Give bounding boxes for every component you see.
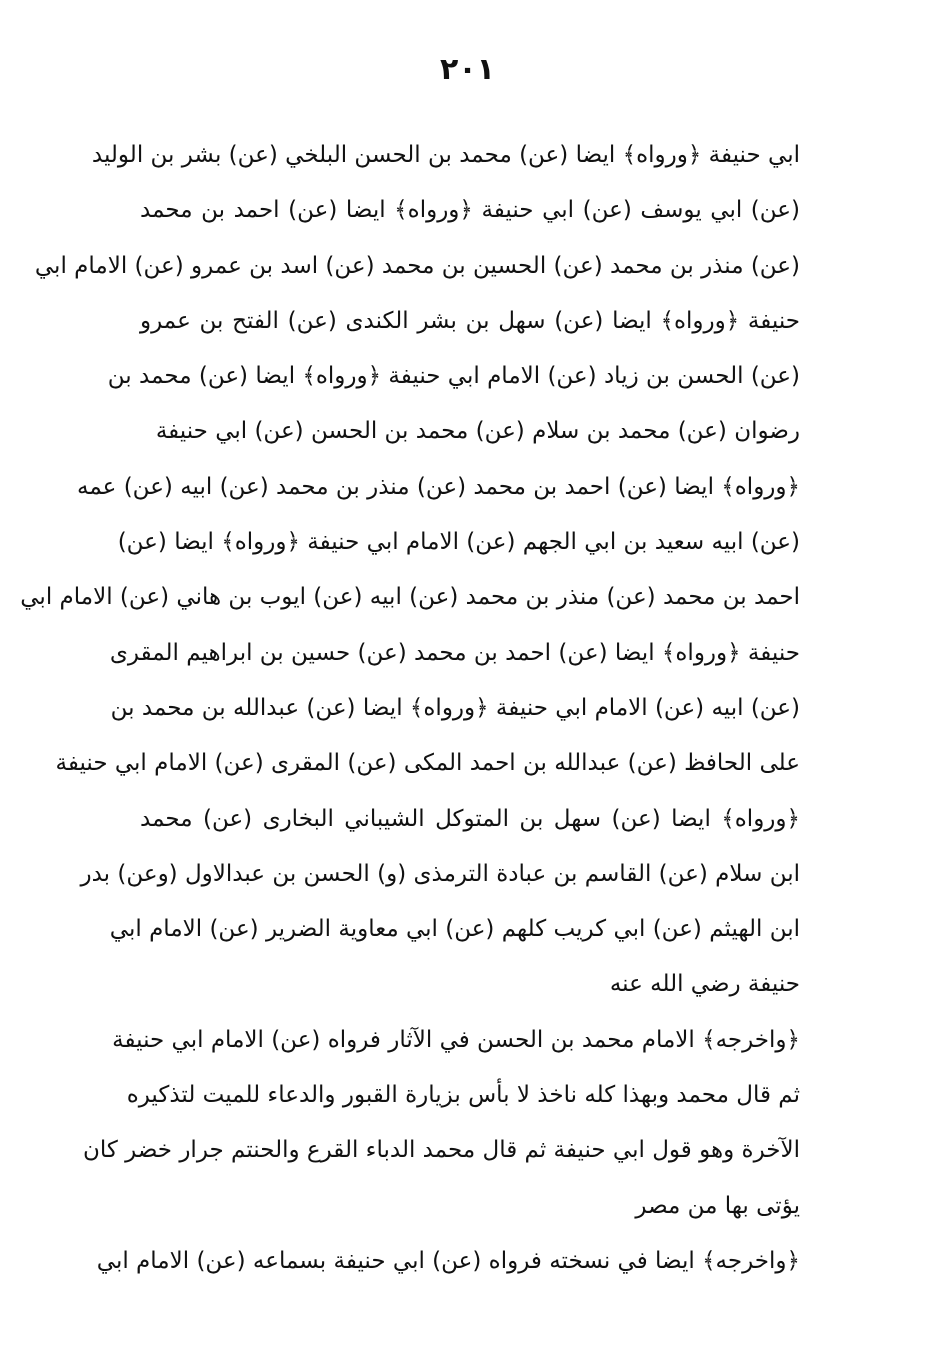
text-line: الآخرة وهو قول ابي حنيفة ثم قال محمد الدباء القرع والحنتم جرار خضر كان [83, 1137, 800, 1164]
text-line: حنيفة رضي الله عنه [609, 971, 800, 998]
text-line: (عن) ابيه سعيد بن ابي الجهم (عن) الامام ابي حنيفة ﴿ورواه﴾ ايضا (عن) [117, 529, 800, 556]
text-line: ثم قال محمد وبهذا كله ناخذ لا بأس بزيارة القبور والدعاء للميت لتذكيره [126, 1082, 800, 1109]
text-line: ابي حنيفة ﴿ورواه﴾ ايضا (عن) محمد بن الحسن البلخي (عن) بشر بن الوليد [91, 142, 800, 168]
text-line: (عن) ابي يوسف (عن) ابي حنيفة ﴿ورواه﴾ ايضا (عن) احمد بن محمد [140, 197, 800, 224]
text-line: رضوان (عن) محمد بن سلام (عن) محمد بن الحسن (عن) ابي حنيفة [155, 418, 800, 445]
text-line: ﴿ورواه﴾ ايضا (عن) سهل بن المتوكل الشيباني البخارى (عن) محمد [140, 805, 800, 832]
text-line: حنيفة ﴿ورواه﴾ ايضا (عن) احمد بن محمد (عن) حسين بن ابراهيم المقرى [109, 639, 800, 666]
text-line: ابن سلام (عن) القاسم بن عبادة الترمذى (و) الحسن بن عبدالاول (وعن) بدر [80, 860, 800, 887]
text-line: حنيفة ﴿ورواه﴾ ايضا (عن) سهل بن بشر الكندى (عن) الفتح بن عمرو [140, 307, 800, 334]
page-number: ٢٠١ [440, 52, 495, 87]
text-line: ﴿ورواه﴾ ايضا (عن) احمد بن محمد (عن) منذر بن محمد (عن) ابيه (عن) عمه [77, 473, 800, 500]
text-line: (عن) الحسن بن زياد (عن) الامام ابي حنيفة ﴿ورواه﴾ ايضا (عن) محمد بن [107, 363, 800, 390]
arabic-text-body [20, 128, 800, 1289]
text-line: احمد بن محمد (عن) منذر بن محمد (عن) ابيه (عن) ايوب بن هاني (عن) الامام ابي [20, 584, 800, 611]
text-line: ابن الهيثم (عن) ابي كريب كلهم (عن) ابي معاوية الضرير (عن) الامام ابي [109, 916, 800, 943]
text-line: ﴿واخرجه﴾ ايضا في نسخته فرواه (عن) ابي حنيفة بسماعه (عن) الامام ابي [96, 1247, 800, 1274]
text-line: (عن) ابيه (عن) الامام ابي حنيفة ﴿ورواه﴾ ايضا (عن) عبدالله بن محمد بن [110, 694, 800, 721]
text-line: على الحافظ (عن) عبدالله بن احمد المكى (عن) المقرى (عن) الامام ابي حنيفة [55, 750, 800, 777]
text-line: ﴿واخرجه﴾ الامام محمد بن الحسن في الآثار فرواه (عن) الامام ابي حنيفة [112, 1026, 800, 1053]
text-line: (عن) منذر بن محمد (عن) الحسين بن محمد (عن) اسد بن عمرو (عن) الامام ابي [34, 252, 800, 279]
text-line: يؤتى بها من مصر [635, 1192, 800, 1219]
